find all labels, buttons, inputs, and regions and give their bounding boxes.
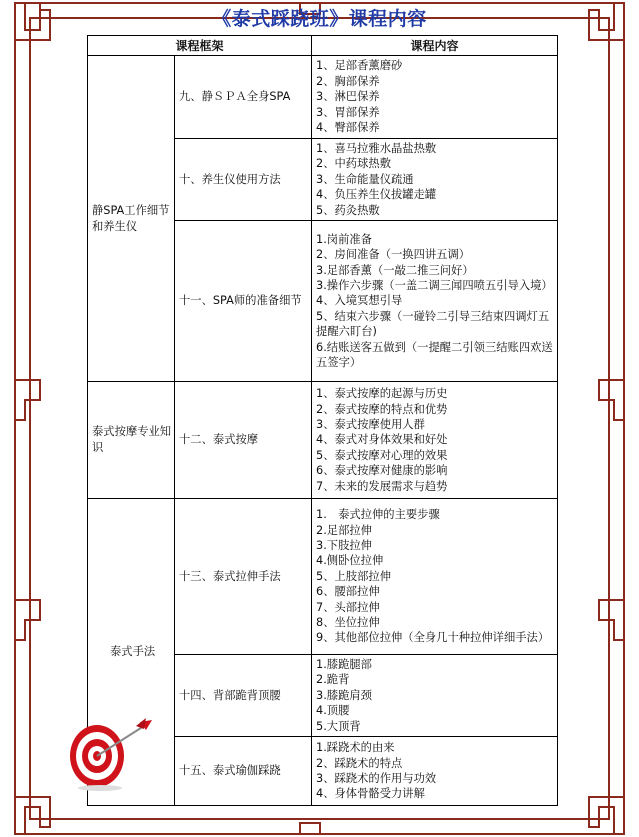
list-item: 2、胸部保养 bbox=[316, 74, 380, 88]
content-list bbox=[316, 386, 553, 494]
list-item: 5、泰式按摩对心理的效果 bbox=[316, 448, 448, 462]
list-item: 4、臀部保养 bbox=[316, 121, 380, 135]
list-item: 3.膝跪肩颈 bbox=[316, 688, 372, 702]
list-item: 8、坐位拉伸 bbox=[316, 616, 380, 630]
category-cell: 泰式按摩专业知识 bbox=[88, 382, 175, 499]
list-item: 3.操作六步骤（一盖二调三闻四喷五引导入境） bbox=[316, 278, 553, 292]
content-list bbox=[316, 740, 553, 802]
category-cell: 泰式手法 bbox=[88, 499, 175, 806]
table-header-row bbox=[88, 36, 558, 56]
table-row bbox=[88, 382, 558, 499]
module-cell: 十二、泰式按摩 bbox=[175, 382, 312, 499]
list-item: 2.足部拉伸 bbox=[316, 523, 372, 537]
module-cell: 十四、背部跪背顶腰 bbox=[175, 655, 312, 737]
list-item: 3、淋巴保养 bbox=[316, 90, 380, 104]
content-cell bbox=[312, 221, 558, 382]
list-item: 3.下肢拉伸 bbox=[316, 539, 372, 553]
page-title: 《泰式踩跷班》课程内容 bbox=[212, 8, 427, 30]
list-item: 6.结账送客五做到（一提醒二引领三结账四欢送五签字） bbox=[316, 340, 553, 369]
content-cell bbox=[312, 499, 558, 655]
list-item: 5、上肢部拉伸 bbox=[316, 569, 391, 583]
list-item: 3.足部香薰（一敲二推三问好） bbox=[316, 263, 474, 277]
list-item: 1、喜马拉雅水晶盐热敷 bbox=[316, 142, 437, 155]
content-list bbox=[316, 507, 553, 646]
list-item: 4、负压养生仪拔罐走罐 bbox=[316, 188, 437, 202]
module-cell: 十一、SPA师的准备细节 bbox=[175, 221, 312, 382]
table-row bbox=[88, 499, 558, 655]
content-cell bbox=[312, 737, 558, 806]
list-item: 5、结束六步骤（一碰铃二引导三结束四调灯五提醒六盯台) bbox=[316, 309, 550, 339]
content-cell bbox=[312, 56, 558, 139]
list-item: 4、泰式对身体效果和好处 bbox=[316, 433, 448, 447]
list-item: 4.侧卧位拉伸 bbox=[316, 554, 384, 568]
list-item: 3、踩跷术的作用与功效 bbox=[316, 772, 437, 786]
list-item: 1、泰式按摩的起源与历史 bbox=[316, 387, 448, 401]
list-item: 5、药灸热敷 bbox=[316, 203, 380, 217]
column-header-content: 课程内容 bbox=[312, 36, 558, 56]
list-item: 4、身体骨骼受力讲解 bbox=[316, 787, 425, 801]
list-item: 1.岗前准备 bbox=[316, 232, 372, 246]
list-item: 1. 泰式拉伸的主要步骤 bbox=[316, 508, 440, 522]
category-cell: 静SPA工作细节和养生仪 bbox=[88, 56, 175, 382]
list-item: 3、胃部保养 bbox=[316, 105, 380, 119]
list-item: 2、中药球热敷 bbox=[316, 157, 391, 171]
table-row bbox=[88, 56, 558, 139]
list-item: 4、入境冥想引导 bbox=[316, 294, 403, 308]
content-list bbox=[316, 141, 553, 218]
list-item: 1.踩跷术的由来 bbox=[316, 741, 395, 755]
content-cell bbox=[312, 382, 558, 499]
list-item: 5.大顶背 bbox=[316, 719, 361, 733]
content-list bbox=[316, 58, 553, 135]
module-cell: 十五、泰式瑜伽踩跷 bbox=[175, 737, 312, 806]
list-item: 3、生命能量仪疏通 bbox=[316, 172, 414, 186]
content-list bbox=[316, 232, 553, 371]
list-item: 1.膝跪腿部 bbox=[316, 658, 372, 672]
list-item: 6、泰式按摩对健康的影响 bbox=[316, 464, 448, 478]
list-item: 3、泰式按摩使用人群 bbox=[316, 417, 425, 431]
list-item: 2.跪背 bbox=[316, 673, 350, 687]
list-item: 7、头部拉伸 bbox=[316, 600, 380, 614]
list-item: 9、其他部位拉伸（全身几十种拉伸详细手法） bbox=[316, 631, 550, 645]
list-item: 1、足部香薰磨砂 bbox=[316, 59, 403, 73]
list-item: 2、房间准备（一换四讲五调） bbox=[316, 248, 471, 262]
module-cell: 九、静ＳＰＡ全身SPA bbox=[175, 56, 312, 139]
content-cell bbox=[312, 655, 558, 737]
target-icon bbox=[64, 712, 154, 792]
course-table bbox=[87, 35, 558, 806]
list-item: 2、泰式按摩的特点和优势 bbox=[316, 402, 448, 416]
content-cell bbox=[312, 139, 558, 221]
list-item: 6、腰部拉伸 bbox=[316, 585, 380, 599]
list-item: 2、踩跷术的特点 bbox=[316, 756, 403, 770]
module-cell: 十、养生仪使用方法 bbox=[175, 139, 312, 221]
module-cell: 十三、泰式拉伸手法 bbox=[175, 499, 312, 655]
list-item: 7、未来的发展需求与趋势 bbox=[316, 479, 448, 493]
list-item: 4.顶腰 bbox=[316, 704, 350, 718]
column-header-framework: 课程框架 bbox=[88, 36, 312, 56]
content-list bbox=[316, 657, 553, 734]
